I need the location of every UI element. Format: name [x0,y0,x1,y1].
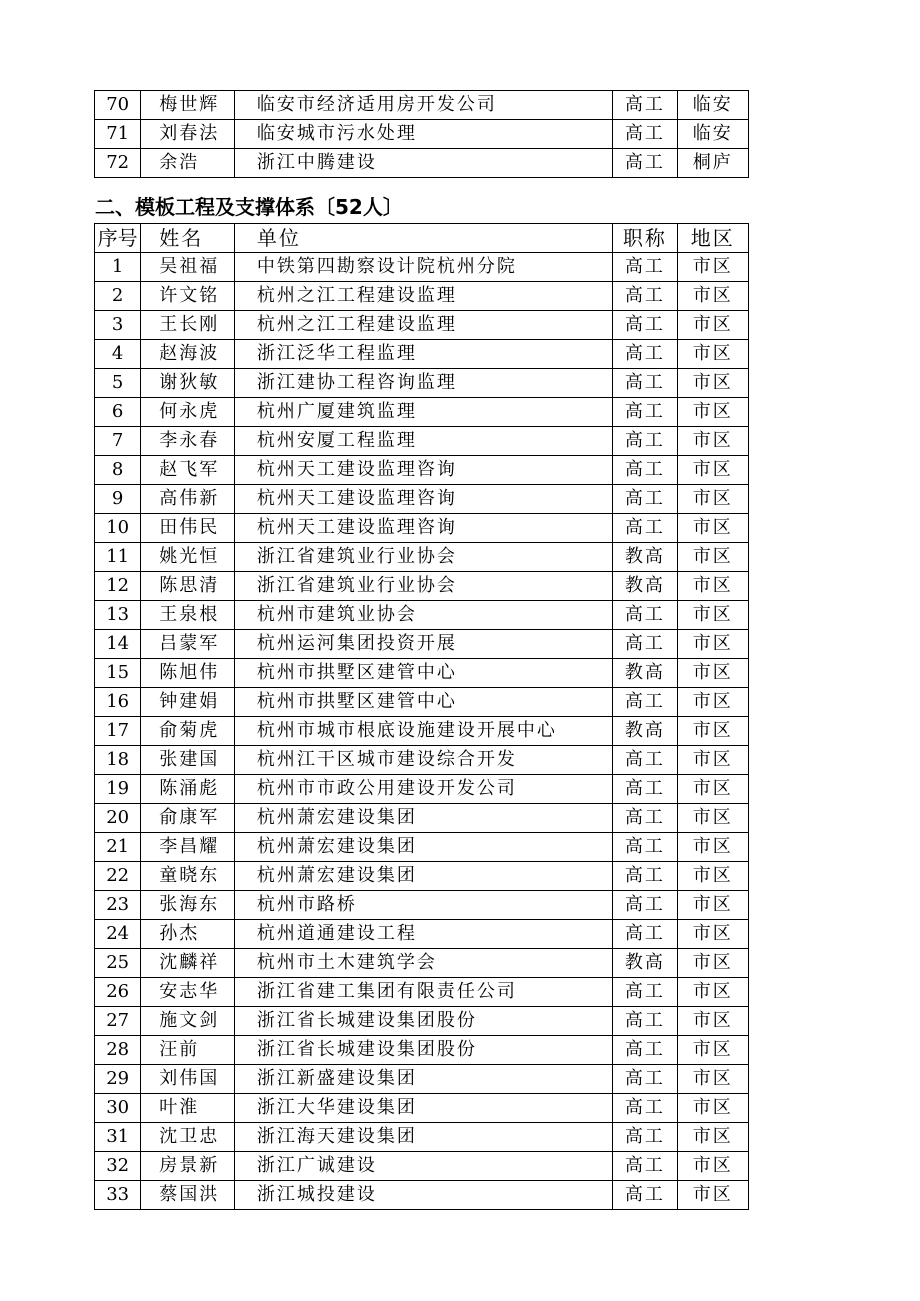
cell-unit: 浙江大华建设集团 [234,1094,612,1123]
cell-no: 18 [95,746,141,775]
table-row [95,1181,749,1210]
cell-title: 高工 [613,91,677,120]
cell-no: 26 [95,978,141,1007]
cell-title: 教高 [613,949,677,978]
cell-title: 高工 [613,1065,677,1094]
cell-region: 临安 [677,91,748,120]
cell-name: 张建国 [141,746,235,775]
cell-region: 市区 [677,340,748,369]
cell-unit: 杭州市建筑业协会 [234,601,612,630]
cell-region: 市区 [677,1152,748,1181]
cell-unit: 杭州运河集团投资开展 [234,630,612,659]
cell-title: 高工 [613,340,677,369]
cell-unit: 浙江省建筑业行业协会 [234,543,612,572]
table-row [95,1094,749,1123]
cell-title: 高工 [613,601,677,630]
cell-region: 市区 [677,601,748,630]
cell-region: 市区 [677,920,748,949]
cell-region: 市区 [677,369,748,398]
table-row [95,91,749,120]
cell-name: 刘伟国 [141,1065,235,1094]
cell-region: 市区 [677,282,748,311]
table-row [95,485,749,514]
cell-name: 张海东 [141,891,235,920]
cell-unit: 临安城市污水处理 [234,120,612,149]
table-row [95,369,749,398]
cell-region: 桐庐 [677,149,748,178]
cell-region: 市区 [677,978,748,1007]
cell-region: 市区 [677,891,748,920]
cell-name: 梅世辉 [141,91,235,120]
cell-title: 高工 [613,1007,677,1036]
cell-title: 高工 [613,1094,677,1123]
cell-region: 市区 [677,833,748,862]
cell-title: 高工 [613,775,677,804]
cell-no: 71 [95,120,141,149]
cell-no: 2 [95,282,141,311]
cell-no: 70 [95,91,141,120]
table-row [95,340,749,369]
table-row [95,775,749,804]
cell-title: 高工 [613,427,677,456]
cell-name: 叶淮 [141,1094,235,1123]
cell-region: 市区 [677,485,748,514]
cell-no: 20 [95,804,141,833]
cell-no: 6 [95,398,141,427]
cell-unit: 浙江广诚建设 [234,1152,612,1181]
cell-unit: 浙江省长城建设集团股份 [234,1007,612,1036]
cell-title: 高工 [613,1123,677,1152]
cell-unit: 杭州江干区城市建设综合开发 [234,746,612,775]
cell-unit: 杭州安厦工程监理 [234,427,612,456]
cell-name: 童晓东 [141,862,235,891]
cell-unit: 浙江省建工集团有限责任公司 [234,978,612,1007]
cell-no: 23 [95,891,141,920]
cell-no: 32 [95,1152,141,1181]
cell-unit: 浙江新盛建设集团 [234,1065,612,1094]
cell-no: 8 [95,456,141,485]
cell-no: 24 [95,920,141,949]
cell-title: 高工 [613,746,677,775]
table-row [95,149,749,178]
cell-unit: 杭州市拱墅区建管中心 [234,659,612,688]
cell-region: 市区 [677,717,748,746]
cell-no: 17 [95,717,141,746]
cell-name: 何永虎 [141,398,235,427]
cell-unit: 浙江省长城建设集团股份 [234,1036,612,1065]
cell-region: 市区 [677,746,748,775]
cell-unit: 杭州天工建设监理咨询 [234,514,612,543]
section-heading: 二、模板工程及支撑体系〔52人〕 [95,195,403,219]
cell-unit: 浙江城投建设 [234,1181,612,1210]
cell-title: 高工 [613,456,677,485]
cell-name: 施文剑 [141,1007,235,1036]
table-row [95,1123,749,1152]
cell-unit: 杭州市市政公用建设开发公司 [234,775,612,804]
cell-title: 高工 [613,891,677,920]
cell-unit: 临安市经济适用房开发公司 [234,91,612,120]
cell-name: 安志华 [141,978,235,1007]
table-row [95,833,749,862]
cell-region: 市区 [677,427,748,456]
cell-name: 姚光恒 [141,543,235,572]
cell-no: 14 [95,630,141,659]
cell-unit: 浙江省建筑业行业协会 [234,572,612,601]
cell-no: 16 [95,688,141,717]
cell-region: 市区 [677,1036,748,1065]
cell-no: 31 [95,1123,141,1152]
cell-name: 俞菊虎 [141,717,235,746]
header-name: 姓名 [141,224,235,253]
table-row [95,514,749,543]
table-row [95,311,749,340]
cell-title: 高工 [613,369,677,398]
cell-no: 15 [95,659,141,688]
cell-region: 市区 [677,1181,748,1210]
cell-title: 教高 [613,717,677,746]
cell-region: 市区 [677,398,748,427]
header-region: 地区 [677,224,748,253]
table-row [95,630,749,659]
cell-title: 高工 [613,311,677,340]
cell-unit: 杭州道通建设工程 [234,920,612,949]
cell-name: 许文铭 [141,282,235,311]
header-unit: 单位 [234,224,612,253]
cell-name: 赵海波 [141,340,235,369]
cell-name: 刘春法 [141,120,235,149]
cell-unit: 杭州市拱墅区建管中心 [234,688,612,717]
cell-region: 市区 [677,572,748,601]
cell-unit: 杭州萧宏建设集团 [234,862,612,891]
cell-region: 市区 [677,949,748,978]
cell-title: 高工 [613,1036,677,1065]
cell-no: 30 [95,1094,141,1123]
table-row [95,543,749,572]
cell-no: 28 [95,1036,141,1065]
cell-name: 沈麟祥 [141,949,235,978]
cell-no: 1 [95,253,141,282]
cell-name: 李昌耀 [141,833,235,862]
cell-region: 市区 [677,456,748,485]
cell-title: 高工 [613,630,677,659]
header-title: 职称 [613,224,677,253]
cell-name: 王长刚 [141,311,235,340]
main-table-body [95,253,749,1210]
cell-unit: 杭州市土木建筑学会 [234,949,612,978]
cell-no: 27 [95,1007,141,1036]
cell-no: 72 [95,149,141,178]
cell-name: 李永春 [141,427,235,456]
cell-title: 高工 [613,514,677,543]
table-row [95,1152,749,1181]
table-row [95,804,749,833]
cell-unit: 浙江中腾建设 [234,149,612,178]
cell-no: 9 [95,485,141,514]
table-row [95,398,749,427]
cell-title: 高工 [613,149,677,178]
cell-name: 沈卫忠 [141,1123,235,1152]
cell-no: 11 [95,543,141,572]
cell-region: 市区 [677,543,748,572]
table-row [95,746,749,775]
table-row [95,601,749,630]
cell-no: 22 [95,862,141,891]
cell-region: 市区 [677,659,748,688]
table-row [95,253,749,282]
top-table-body [95,91,749,178]
cell-no: 5 [95,369,141,398]
cell-unit: 杭州萧宏建设集团 [234,833,612,862]
formwork-personnel-table [94,223,749,1210]
cell-title: 教高 [613,659,677,688]
cell-unit: 杭州萧宏建设集团 [234,804,612,833]
cell-name: 汪前 [141,1036,235,1065]
table-row [95,456,749,485]
cell-title: 教高 [613,572,677,601]
cell-name: 陈涌彪 [141,775,235,804]
table-row [95,949,749,978]
cell-no: 19 [95,775,141,804]
cell-no: 3 [95,311,141,340]
cell-region: 市区 [677,1065,748,1094]
cell-name: 陈旭伟 [141,659,235,688]
table-row [95,282,749,311]
cell-no: 29 [95,1065,141,1094]
cell-title: 高工 [613,282,677,311]
cell-name: 房景新 [141,1152,235,1181]
table-row [95,920,749,949]
table-row [95,717,749,746]
cell-name: 陈思清 [141,572,235,601]
cell-title: 教高 [613,543,677,572]
cell-name: 俞康军 [141,804,235,833]
cell-name: 孙杰 [141,920,235,949]
cell-region: 市区 [677,688,748,717]
cell-title: 高工 [613,920,677,949]
table-row [95,1036,749,1065]
cell-title: 高工 [613,978,677,1007]
cell-name: 谢狄敏 [141,369,235,398]
cell-region: 市区 [677,514,748,543]
header-no: 序号 [95,224,141,253]
cell-unit: 杭州之江工程建设监理 [234,282,612,311]
cell-region: 市区 [677,1094,748,1123]
table-row [95,1065,749,1094]
header-row [95,224,749,253]
cell-unit: 杭州天工建设监理咨询 [234,456,612,485]
cell-region: 市区 [677,253,748,282]
cell-region: 市区 [677,1007,748,1036]
cell-unit: 浙江泛华工程监理 [234,340,612,369]
table-row [95,427,749,456]
cell-no: 12 [95,572,141,601]
cell-name: 吴祖福 [141,253,235,282]
cell-region: 市区 [677,630,748,659]
cell-title: 高工 [613,120,677,149]
cell-region: 市区 [677,804,748,833]
table-row [95,120,749,149]
table-row [95,862,749,891]
cell-title: 高工 [613,485,677,514]
cell-region: 市区 [677,862,748,891]
cell-no: 13 [95,601,141,630]
cell-unit: 杭州市路桥 [234,891,612,920]
cell-unit: 浙江海天建设集团 [234,1123,612,1152]
cell-region: 临安 [677,120,748,149]
cell-title: 高工 [613,253,677,282]
table-row [95,572,749,601]
cell-title: 高工 [613,1181,677,1210]
cell-unit: 杭州天工建设监理咨询 [234,485,612,514]
cell-unit: 杭州市城市根底设施建设开展中心 [234,717,612,746]
cell-title: 高工 [613,688,677,717]
cell-name: 高伟新 [141,485,235,514]
cell-no: 4 [95,340,141,369]
cell-unit: 杭州之江工程建设监理 [234,311,612,340]
cell-no: 7 [95,427,141,456]
cell-no: 10 [95,514,141,543]
cell-title: 高工 [613,804,677,833]
cell-name: 赵飞军 [141,456,235,485]
cell-region: 市区 [677,1123,748,1152]
cell-unit: 浙江建协工程咨询监理 [234,369,612,398]
table-row [95,978,749,1007]
cell-name: 田伟民 [141,514,235,543]
cell-name: 蔡国洪 [141,1181,235,1210]
cell-name: 余浩 [141,149,235,178]
cell-no: 21 [95,833,141,862]
cell-region: 市区 [677,775,748,804]
cell-name: 钟建娟 [141,688,235,717]
cell-name: 吕蒙军 [141,630,235,659]
top-personnel-table [94,90,749,178]
cell-region: 市区 [677,311,748,340]
cell-unit: 中铁第四勘察设计院杭州分院 [234,253,612,282]
table-row [95,659,749,688]
table-row [95,1007,749,1036]
cell-title: 高工 [613,833,677,862]
table-row [95,688,749,717]
table-row [95,891,749,920]
cell-name: 王泉根 [141,601,235,630]
cell-unit: 杭州广厦建筑监理 [234,398,612,427]
cell-no: 25 [95,949,141,978]
cell-title: 高工 [613,1152,677,1181]
cell-title: 高工 [613,398,677,427]
cell-no: 33 [95,1181,141,1210]
cell-title: 高工 [613,862,677,891]
